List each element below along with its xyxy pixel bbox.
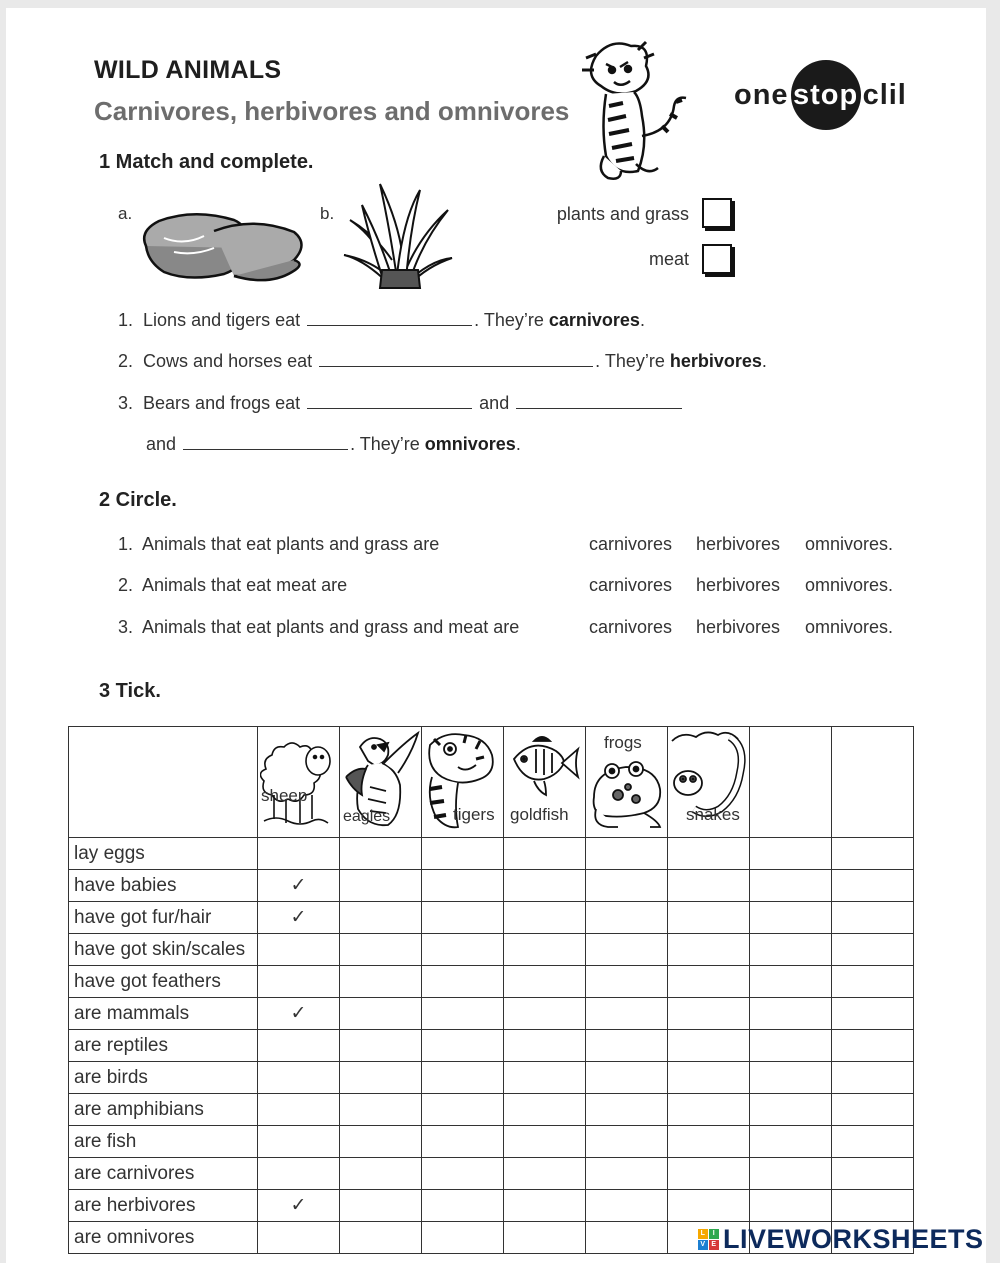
tick-cell-goldfish[interactable]	[504, 934, 586, 966]
choice-2-herbivores[interactable]: herbivores	[696, 575, 781, 595]
option-plants-and-grass: plants and grass	[556, 204, 689, 224]
tick-cell-extra-7[interactable]	[750, 1094, 832, 1126]
tick-cell-extra-7[interactable]	[750, 1158, 832, 1190]
header-snakes	[668, 727, 750, 838]
one-stop-clil-logo	[734, 60, 907, 130]
tick-cell-goldfish[interactable]	[504, 1062, 586, 1094]
choice-1-omnivores[interactable]: omnivores.	[805, 534, 894, 554]
table-row	[69, 1190, 914, 1222]
table-row	[69, 902, 914, 934]
header-eagles	[340, 727, 422, 838]
tick-cell-sheep[interactable]	[258, 838, 340, 870]
row-label: are carnivores	[69, 1158, 258, 1190]
liveworksheets-icon	[698, 1229, 719, 1250]
tick-cell-eagles[interactable]	[340, 902, 422, 934]
animal-label-tigers: tigers	[453, 805, 495, 824]
picture-b-label: b.	[320, 204, 335, 223]
header-empty-7	[750, 727, 832, 838]
row-label: are birds	[69, 1062, 258, 1094]
tick-cell-tigers[interactable]	[422, 902, 504, 934]
tick-cell-extra-7[interactable]	[750, 1030, 832, 1062]
sentence-3-mid: and	[479, 393, 510, 413]
tick-cell-eagles[interactable]	[340, 1158, 422, 1190]
tick-cell-extra-7[interactable]	[750, 902, 832, 934]
sentence-2-keyword: herbivores	[669, 351, 762, 371]
tick-cell-extra-8[interactable]	[832, 1126, 914, 1158]
tick-cell-frogs[interactable]	[586, 998, 668, 1030]
picture-a-label: a.	[118, 204, 133, 223]
sentence-3b-post: . They’re	[350, 434, 420, 454]
sentence-1-end: .	[639, 310, 645, 330]
tick-cell-tigers[interactable]	[422, 1030, 504, 1062]
tick-cell-snakes[interactable]	[668, 1030, 750, 1062]
icon-letter-e: E	[709, 1240, 719, 1250]
animal-label-sheep: sheep	[261, 786, 308, 805]
tiger-illustration	[576, 36, 691, 196]
animal-label-frogs: frogs	[604, 733, 642, 752]
choice-3-omnivores[interactable]: omnivores.	[805, 617, 894, 637]
tick-cell-eagles[interactable]	[340, 998, 422, 1030]
row-label: are fish	[69, 1126, 258, 1158]
tick-cell-extra-8[interactable]	[832, 998, 914, 1030]
meat-checkbox[interactable]	[702, 244, 732, 274]
tick-cell-extra-7[interactable]	[750, 998, 832, 1030]
tick-cell-sheep[interactable]	[258, 1222, 340, 1254]
tick-cell-snakes[interactable]	[668, 870, 750, 902]
choice-2-omnivores[interactable]: omnivores.	[805, 575, 894, 595]
tick-cell-snakes[interactable]	[668, 1158, 750, 1190]
circle-item-2-text: Animals that eat meat are	[142, 575, 348, 595]
tick-cell-extra-7[interactable]	[750, 1126, 832, 1158]
tick-cell-eagles[interactable]	[340, 1094, 422, 1126]
choice-1-herbivores[interactable]: herbivores	[696, 534, 781, 554]
logo-word-stop: stop	[791, 60, 861, 130]
icon-letter-l: L	[698, 1229, 708, 1239]
tick-cell-tigers[interactable]	[422, 838, 504, 870]
sentence-3-blank-1[interactable]	[307, 390, 472, 409]
tick-cell-frogs[interactable]	[586, 1190, 668, 1222]
header-empty-cell	[69, 727, 258, 838]
tick-cell-eagles[interactable]	[340, 870, 422, 902]
tick-cell-goldfish[interactable]	[504, 1126, 586, 1158]
tick-cell-tigers[interactable]	[422, 966, 504, 998]
tick-cell-extra-7[interactable]	[750, 1062, 832, 1094]
tick-cell-snakes[interactable]	[668, 1190, 750, 1222]
sentence-3-number: 3.	[118, 393, 134, 413]
tick-cell-eagles[interactable]	[340, 1062, 422, 1094]
header-tigers	[422, 727, 504, 838]
page-title: WILD ANIMALS	[94, 56, 282, 84]
icon-letter-i: I	[709, 1229, 719, 1239]
tick-cell-tigers[interactable]	[422, 1190, 504, 1222]
header-sheep	[258, 727, 340, 838]
tick-cell-frogs[interactable]	[586, 1126, 668, 1158]
table-row	[69, 838, 914, 870]
tick-cell-eagles[interactable]	[340, 1222, 422, 1254]
tick-cell-extra-7[interactable]	[750, 1190, 832, 1222]
tick-cell-frogs[interactable]	[586, 934, 668, 966]
tick-cell-sheep[interactable]	[258, 1126, 340, 1158]
section-1-heading: 1 Match and complete.	[99, 151, 314, 173]
tick-cell-extra-8[interactable]	[832, 1094, 914, 1126]
sentence-2-blank[interactable]	[319, 348, 593, 367]
tick-cell-extra-8[interactable]	[832, 1158, 914, 1190]
tick-cell-tigers[interactable]	[422, 998, 504, 1030]
tick-cell-snakes[interactable]	[668, 902, 750, 934]
header-empty-8	[832, 727, 914, 838]
sentence-1-keyword: carnivores	[548, 310, 640, 330]
sentence-3-blank-2[interactable]	[516, 390, 682, 409]
table-row	[69, 1030, 914, 1062]
sentence-3-keyword: omnivores	[424, 434, 516, 454]
table-row	[69, 1062, 914, 1094]
sentence-3b-pre: and	[146, 434, 177, 454]
tick-cell-sheep[interactable]	[258, 1030, 340, 1062]
animal-label-goldfish: goldfish	[510, 805, 569, 824]
tick-cell-tigers[interactable]	[422, 934, 504, 966]
circle-item-1	[118, 534, 439, 555]
tick-cell-eagles[interactable]	[340, 1190, 422, 1222]
tick-cell-sheep[interactable]: ✓	[258, 902, 340, 934]
tick-cell-sheep[interactable]	[258, 1094, 340, 1126]
circle-item-1-text: Animals that eat plants and grass are	[142, 534, 440, 554]
row-label: are herbivores	[69, 1190, 258, 1222]
tick-cell-extra-7[interactable]	[750, 870, 832, 902]
tick-cell-frogs[interactable]	[586, 966, 668, 998]
tick-cell-snakes[interactable]	[668, 1062, 750, 1094]
tick-cell-snakes[interactable]	[668, 966, 750, 998]
header-goldfish	[504, 727, 586, 838]
tick-cell-frogs[interactable]	[586, 870, 668, 902]
sentence-1-number: 1.	[118, 310, 134, 330]
tick-cell-eagles[interactable]	[340, 838, 422, 870]
tick-cell-goldfish[interactable]	[504, 902, 586, 934]
sentence-1-post: . They’re	[474, 310, 544, 330]
tick-cell-goldfish[interactable]	[504, 998, 586, 1030]
tick-table	[68, 726, 914, 1254]
tick-cell-goldfish[interactable]	[504, 838, 586, 870]
tick-cell-eagles[interactable]	[340, 1030, 422, 1062]
meat-illustration	[134, 206, 309, 286]
tick-cell-snakes[interactable]	[668, 1126, 750, 1158]
tick-cell-snakes[interactable]	[668, 1094, 750, 1126]
header-frogs	[586, 727, 668, 838]
sentence-3-text: Bears and frogs eat	[143, 393, 301, 413]
circle-item-1-number: 1.	[118, 534, 134, 554]
circle-item-2	[118, 575, 347, 596]
row-label: have got feathers	[69, 966, 258, 998]
sheep-icon	[260, 729, 338, 833]
plants-and-grass-checkbox[interactable]	[702, 198, 732, 228]
tick-cell-snakes[interactable]	[668, 838, 750, 870]
option-meat: meat	[648, 249, 689, 269]
tick-cell-goldfish[interactable]	[504, 966, 586, 998]
tick-cell-goldfish[interactable]	[504, 1158, 586, 1190]
table-row	[69, 1094, 914, 1126]
tick-cell-goldfish[interactable]	[504, 870, 586, 902]
tick-cell-tigers[interactable]	[422, 1126, 504, 1158]
circle-item-3-text: Animals that eat plants and grass and meat are	[142, 617, 520, 637]
circle-item-2-number: 2.	[118, 575, 134, 595]
tick-cell-eagles[interactable]	[340, 1126, 422, 1158]
tick-cell-extra-8[interactable]	[832, 902, 914, 934]
liveworksheets-wordmark: LIVEWORKSHEETS	[723, 1224, 984, 1254]
table-row	[69, 1126, 914, 1158]
tick-cell-tigers[interactable]	[422, 870, 504, 902]
table-row	[69, 998, 914, 1030]
row-label: lay eggs	[69, 838, 258, 870]
tick-cell-extra-7[interactable]	[750, 966, 832, 998]
tick-cell-sheep[interactable]: ✓	[258, 998, 340, 1030]
sentence-2-post: . They’re	[595, 351, 665, 371]
tick-cell-snakes[interactable]	[668, 998, 750, 1030]
table-row	[69, 1158, 914, 1190]
tick-cell-frogs[interactable]	[586, 1062, 668, 1094]
sentence-3-line-2	[146, 431, 521, 455]
row-label: are amphibians	[69, 1094, 258, 1126]
liveworksheets-brand	[698, 1224, 984, 1255]
sentence-2-text: Cows and horses eat	[143, 351, 313, 371]
choice-2-carnivores[interactable]: carnivores	[589, 575, 673, 595]
table-header-row	[69, 727, 914, 838]
circle-item-3	[118, 617, 519, 638]
tick-cell-sheep[interactable]	[258, 1062, 340, 1094]
animal-label-snakes: snakes	[686, 805, 740, 824]
tick-cell-extra-7[interactable]	[750, 934, 832, 966]
circle-item-3-number: 3.	[118, 617, 134, 637]
sentence-3-end: .	[515, 434, 521, 454]
tick-cell-sheep[interactable]	[258, 934, 340, 966]
tick-cell-tigers[interactable]	[422, 1094, 504, 1126]
worksheet-page	[6, 8, 986, 1263]
tick-cell-extra-8[interactable]	[832, 838, 914, 870]
tick-cell-extra-8[interactable]	[832, 870, 914, 902]
tick-cell-frogs[interactable]	[586, 902, 668, 934]
sentence-1	[118, 307, 645, 331]
tick-cell-frogs[interactable]	[586, 1030, 668, 1062]
tick-cell-goldfish[interactable]	[504, 1190, 586, 1222]
tick-cell-frogs[interactable]	[586, 1222, 668, 1254]
tick-cell-sheep[interactable]	[258, 1158, 340, 1190]
row-label: are omnivores	[69, 1222, 258, 1254]
tick-cell-extra-8[interactable]	[832, 966, 914, 998]
choice-1-carnivores[interactable]: carnivores	[589, 534, 673, 554]
choice-3-carnivores[interactable]: carnivores	[589, 617, 673, 637]
tick-cell-frogs[interactable]	[586, 838, 668, 870]
tick-cell-extra-8[interactable]	[832, 1190, 914, 1222]
tick-cell-tigers[interactable]	[422, 1158, 504, 1190]
tick-cell-sheep[interactable]: ✓	[258, 870, 340, 902]
sentence-3-blank-3[interactable]	[183, 431, 348, 450]
row-label: have got skin/scales	[69, 934, 258, 966]
logo-word-clil: clil	[862, 78, 907, 111]
tick-cell-frogs[interactable]	[586, 1094, 668, 1126]
row-label: have got fur/hair	[69, 902, 258, 934]
icon-letter-v: V	[698, 1240, 708, 1250]
choice-3-herbivores[interactable]: herbivores	[696, 617, 781, 637]
goldfish-icon	[506, 729, 584, 809]
tick-cell-sheep[interactable]: ✓	[258, 1190, 340, 1222]
tick-cell-snakes[interactable]	[668, 934, 750, 966]
tick-cell-extra-7[interactable]	[750, 838, 832, 870]
tick-cell-extra-8[interactable]	[832, 934, 914, 966]
tick-cell-eagles[interactable]	[340, 934, 422, 966]
sentence-1-blank[interactable]	[307, 307, 472, 326]
table-row	[69, 966, 914, 998]
tick-cell-tigers[interactable]	[422, 1062, 504, 1094]
sentence-2-number: 2.	[118, 351, 134, 371]
page-subtitle: Carnivores, herbivores and omnivores	[94, 96, 570, 126]
tick-cell-goldfish[interactable]	[504, 1222, 586, 1254]
row-label: have babies	[69, 870, 258, 902]
tick-cell-goldfish[interactable]	[504, 1094, 586, 1126]
frog-icon	[588, 757, 666, 833]
table-row	[69, 934, 914, 966]
tick-cell-frogs[interactable]	[586, 1158, 668, 1190]
row-label: are mammals	[69, 998, 258, 1030]
tick-cell-extra-8[interactable]	[832, 1030, 914, 1062]
sentence-2	[118, 348, 767, 372]
tick-cell-tigers[interactable]	[422, 1222, 504, 1254]
sentence-3	[118, 390, 684, 414]
table-row	[69, 870, 914, 902]
grass-illustration	[340, 180, 455, 292]
sentence-2-end: .	[761, 351, 767, 371]
section-2-heading: 2 Circle.	[99, 489, 177, 511]
section-3-heading: 3 Tick.	[99, 680, 161, 702]
tick-cell-eagles[interactable]	[340, 966, 422, 998]
animal-label-eagles: eagles	[343, 808, 391, 825]
tick-cell-sheep[interactable]	[258, 966, 340, 998]
tick-cell-goldfish[interactable]	[504, 1030, 586, 1062]
row-label: are reptiles	[69, 1030, 258, 1062]
sentence-1-text: Lions and tigers eat	[143, 310, 301, 330]
logo-word-one: one	[734, 78, 789, 111]
tick-cell-extra-8[interactable]	[832, 1062, 914, 1094]
